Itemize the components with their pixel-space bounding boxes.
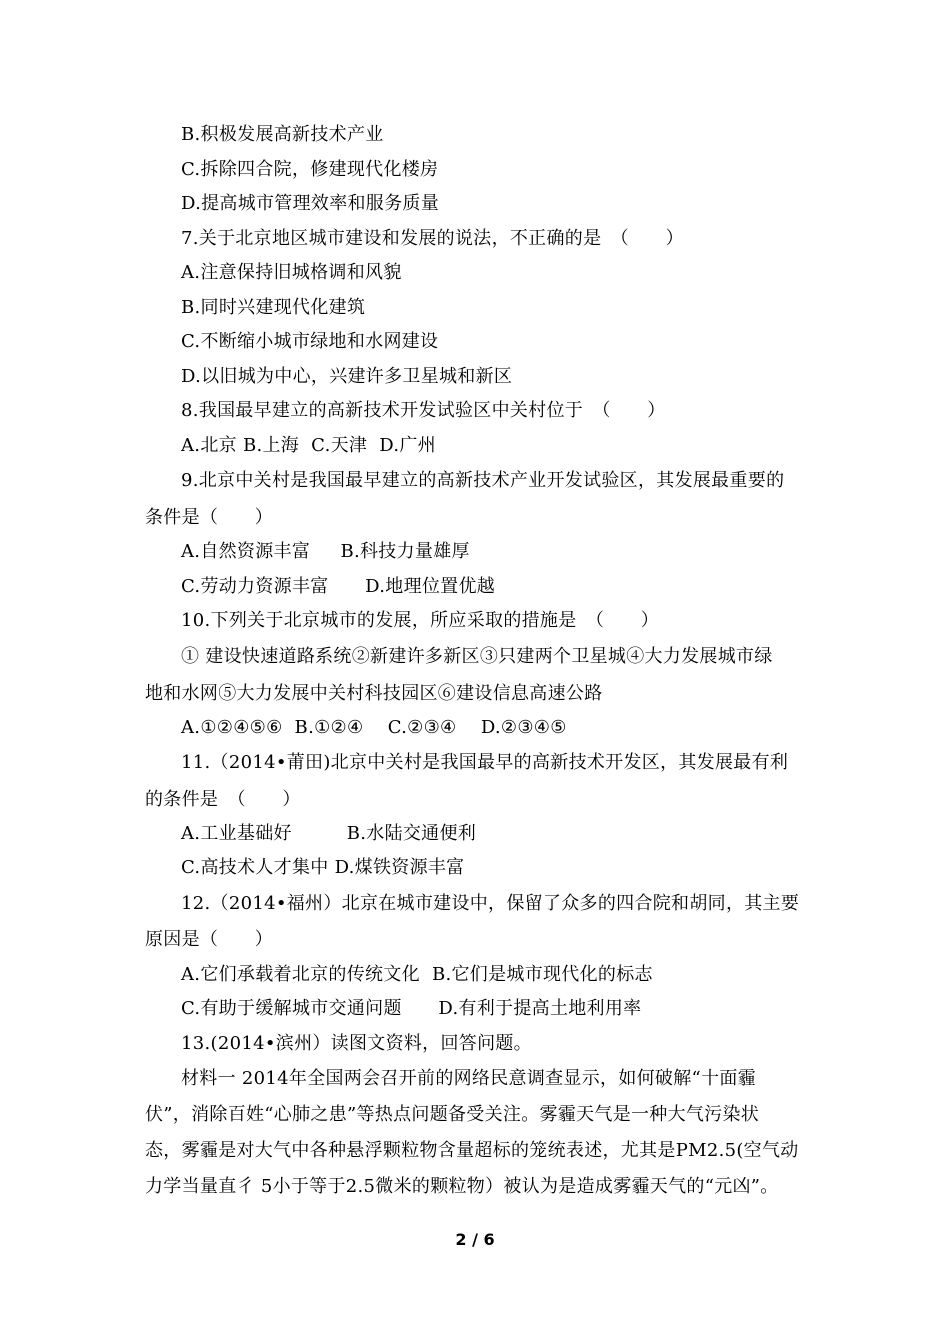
q8-options: A.北京 B.上海 C.天津 D.广州	[181, 435, 436, 456]
material-one-line-2: 伏”，消除百姓“心肺之患”等热点问题备受关注。雾霾天气是一种大气污染状	[145, 1104, 760, 1125]
q12-options-cd: C.有助于缓解城市交通问题 D.有利于提高土地利用率	[181, 998, 642, 1019]
question-7: 7.关于北京地区城市建设和发展的说法，不正确的是 （ ）	[181, 228, 684, 249]
q7-option-d: D.以旧城为中心，兴建许多卫星城和新区	[181, 366, 513, 387]
option-b-line: B.积极发展高新技术产业	[181, 124, 384, 145]
question-11: 11.（2014•莆田)北京中关村是我国最早的高新技术开发区，其发展最有利	[181, 752, 789, 773]
question-11-continued: 的条件是 （ ）	[145, 789, 301, 810]
question-8: 8.我国最早建立的高新技术开发试验区中关村位于 （ ）	[181, 400, 666, 421]
question-12-continued: 原因是（ ）	[145, 929, 274, 950]
page-number: 2 / 6	[455, 1230, 495, 1249]
q9-options-ab: A.自然资源丰富 B.科技力量雄厚	[181, 541, 470, 562]
q11-options-cd: C.高技术人才集中 D.煤铁资源丰富	[181, 857, 465, 878]
q9-options-cd: C.劳动力资源丰富 D.地理位置优越	[181, 576, 496, 597]
option-d-line: D.提高城市管理效率和服务质量	[181, 193, 440, 214]
q7-option-a: A.注意保持旧城格调和风貌	[181, 262, 402, 283]
material-one-line-1: 材料一 2014年全国两会召开前的网络民意调查显示，如何破解“十面霾	[181, 1068, 756, 1089]
option-c-line: C.拆除四合院，修建现代化楼房	[181, 159, 439, 180]
question-9-continued: 条件是（ ）	[145, 507, 274, 528]
q10-measures-continued: 地和水网⑤大力发展中关村科技园区⑥建设信息高速公路	[145, 683, 603, 704]
question-9: 9.北京中关村是我国最早建立的高新技术产业开发试验区，其发展最重要的	[181, 470, 785, 491]
question-12: 12.（2014•福州）北京在城市建设中，保留了众多的四合院和胡同，其主要	[181, 893, 800, 914]
material-one-line-4: 力学当量直彳 5小于等于2.5微米的颗粒物）被认为是造成雾霾天气的“元凶”。	[145, 1176, 779, 1197]
q11-options-ab: A.工业基础好 B.水陆交通便利	[181, 823, 477, 844]
q12-options-ab: A.它们承载着北京的传统文化 B.它们是城市现代化的标志	[181, 964, 653, 985]
material-one-line-3: 态，雾霾是对大气中各种悬浮颗粒物含量超标的笼统表述，尤其是PM2.5(空气动	[145, 1140, 799, 1161]
q10-measures: ① 建设快速道路系统②新建许多新区③只建两个卫星城④大力发展城市绿	[181, 646, 773, 667]
q7-option-b: B.同时兴建现代化建筑	[181, 297, 366, 318]
question-10: 10.下列关于北京城市的发展，所应采取的措施是 （ ）	[181, 610, 660, 631]
q10-options: A.①②④⑤⑥ B.①②④ C.②③④ D.②③④⑤	[181, 717, 567, 738]
question-13: 13.(2014•滨州）读图文资料，回答问题。	[181, 1033, 532, 1054]
q7-option-c: C.不断缩小城市绿地和水网建设	[181, 331, 439, 352]
